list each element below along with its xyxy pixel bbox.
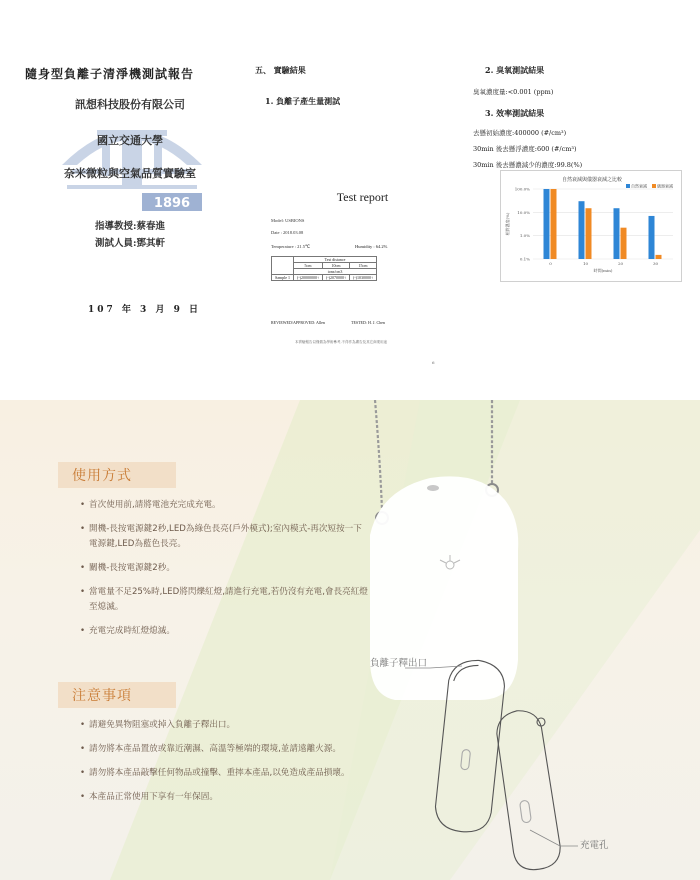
ozone-section-title: 2. 臭氧測試結果 <box>485 65 545 75</box>
bar-device <box>586 208 592 259</box>
y-tick-label: 100.0% <box>514 186 530 192</box>
initial-concentration: 去懸初始濃度:400000 (#/cm³) <box>473 129 567 137</box>
y-tick-label: 0.1% <box>519 256 530 262</box>
chart-title: 自然衰減與儀器衰減之比較 <box>561 177 623 183</box>
table-header: 15cm <box>350 263 377 269</box>
table-header: 10cm <box>323 263 350 269</box>
usage-title: 使用方式 <box>72 468 132 484</box>
test-temperature: Temperature : 21.5℃ <box>271 244 311 249</box>
x-tick-label: 0 <box>549 261 552 266</box>
bar-device <box>551 189 557 259</box>
report-results-page <box>245 40 465 380</box>
y-axis-label: 相對濃度(%) <box>505 212 510 236</box>
advisor-name: 指導教授:蔡春進 <box>94 221 165 232</box>
usage-section <box>0 400 700 880</box>
ion-test-table <box>271 256 377 281</box>
list-item: • 開機-長按電源鍵2秒,LED為綠色長亮(戶外模式);室內模式-再次短按一下電源鍵,LED為藍色長亮。 <box>80 522 370 552</box>
list-item: • 請勿將本產品置放或靠近潮濕、高溫等極端的環境,並請遠離火源。 <box>80 742 370 757</box>
ozone-result: 臭氧濃度量:<0.001 (ppm) <box>473 88 554 96</box>
report-footnote: 本實驗報告以僅做為學術參考,不得作為廣告及其它商業用途 <box>295 340 388 344</box>
test-humidity: Humidity : 64.2% <box>355 244 388 249</box>
test-report-title: Test report <box>336 190 389 204</box>
university-name: 國立交通大學 <box>97 134 163 147</box>
bar-natural <box>579 201 585 259</box>
y-tick-label: 1.0% <box>519 233 530 239</box>
x-tick-label: 20 <box>617 261 624 266</box>
legend-label: 儀器衰減 <box>657 183 673 189</box>
table-cell: (-)20000000↑ <box>294 275 323 281</box>
table-corner <box>272 257 294 275</box>
efficiency-section-title: 3. 效率測試結果 <box>485 108 545 118</box>
page-number: 6 <box>432 360 435 365</box>
results-section-title: 五、 實驗結果 <box>255 65 306 75</box>
charge-port-callout: 充電孔 <box>580 840 609 851</box>
x-tick-label: 30 <box>652 261 659 266</box>
test-report-card <box>265 190 460 360</box>
list-item: • 首次使用前,請將電池充完成充電。 <box>80 498 370 513</box>
bar-natural <box>544 189 550 259</box>
bar-device <box>621 228 627 259</box>
decay-chart <box>500 170 682 282</box>
bar-device <box>656 255 662 259</box>
table-row-label: Sample 1 <box>272 275 294 281</box>
seal-year: 1896 <box>153 196 191 211</box>
ion-outlet-callout: 負離子釋出口 <box>370 658 428 669</box>
ion-test-subtitle: 1. 負離子產生量測試 <box>265 96 341 106</box>
legend-swatch <box>652 184 656 188</box>
list-item: • 當電量不足25%時,LED將閃爍紅燈,請進行充電,若仍沒有充電,會長亮紅燈至熄滅。 <box>80 585 370 615</box>
table-group-header: Test distance <box>294 257 377 263</box>
tested-by: TESTED: H. J. Chen <box>351 320 385 325</box>
test-report-scan <box>0 0 700 400</box>
bar-natural <box>614 208 620 259</box>
test-model: Model: USBIONS <box>271 218 305 223</box>
caution-title: 注意事項 <box>72 688 132 704</box>
lab-name: 奈米微粒與空氣品質實驗室 <box>64 167 196 180</box>
tester-name: 測試人員:鄧其軒 <box>94 238 165 249</box>
list-item: • 請勿將本產品敲擊任何物品或撞擊、重摔本產品,以免造成產品損壞。 <box>80 766 370 781</box>
report-date: 107 年 3 月 9 日 <box>88 305 201 315</box>
legend-swatch <box>626 184 630 188</box>
list-item: • 本產品正常使用下享有一年保固。 <box>80 790 370 805</box>
table-cell: (-)2070000↑ <box>323 275 350 281</box>
decay-chart-svg <box>501 171 683 283</box>
table-unit: ions/cm3 <box>294 269 377 275</box>
chain-left <box>375 400 382 510</box>
x-axis-label: 時間(min) <box>593 268 613 273</box>
report-title: 隨身型負離子清淨機測試報告 <box>25 67 195 81</box>
company-name: 訊想科技股份有限公司 <box>75 98 185 111</box>
usage-list <box>80 498 370 648</box>
table-cell: (-)1030000↑ <box>350 275 377 281</box>
list-item: • 充電完成時紅燈熄滅。 <box>80 624 370 639</box>
usage-title-banner <box>58 462 176 488</box>
report-cover-page <box>20 40 240 380</box>
x-tick-label: 10 <box>582 261 589 266</box>
caution-list <box>80 718 370 814</box>
table-header: 5cm <box>294 263 323 269</box>
device-outline-back <box>494 707 563 872</box>
bar-natural <box>649 216 655 259</box>
reduction-rate: 30min 後去懸濃減少的濃度:99.8(%) <box>473 161 583 169</box>
legend-label: 自然衰減 <box>631 183 647 189</box>
y-tick-label: 10.0% <box>517 209 530 215</box>
test-date: Date : 2018.03.08 <box>271 230 304 235</box>
report-efficiency-page <box>470 40 685 380</box>
list-item: • 請避免異物阻塞或掉入負離子釋出口。 <box>80 718 370 733</box>
final-concentration: 30min 後去懸浮濃度:600 (#/cm³) <box>473 145 577 153</box>
caution-title-banner <box>58 682 176 708</box>
list-item: • 關機-長按電源鍵2秒。 <box>80 561 370 576</box>
reviewed-by: REVIEWED/APPROVED: Allen <box>271 320 325 325</box>
